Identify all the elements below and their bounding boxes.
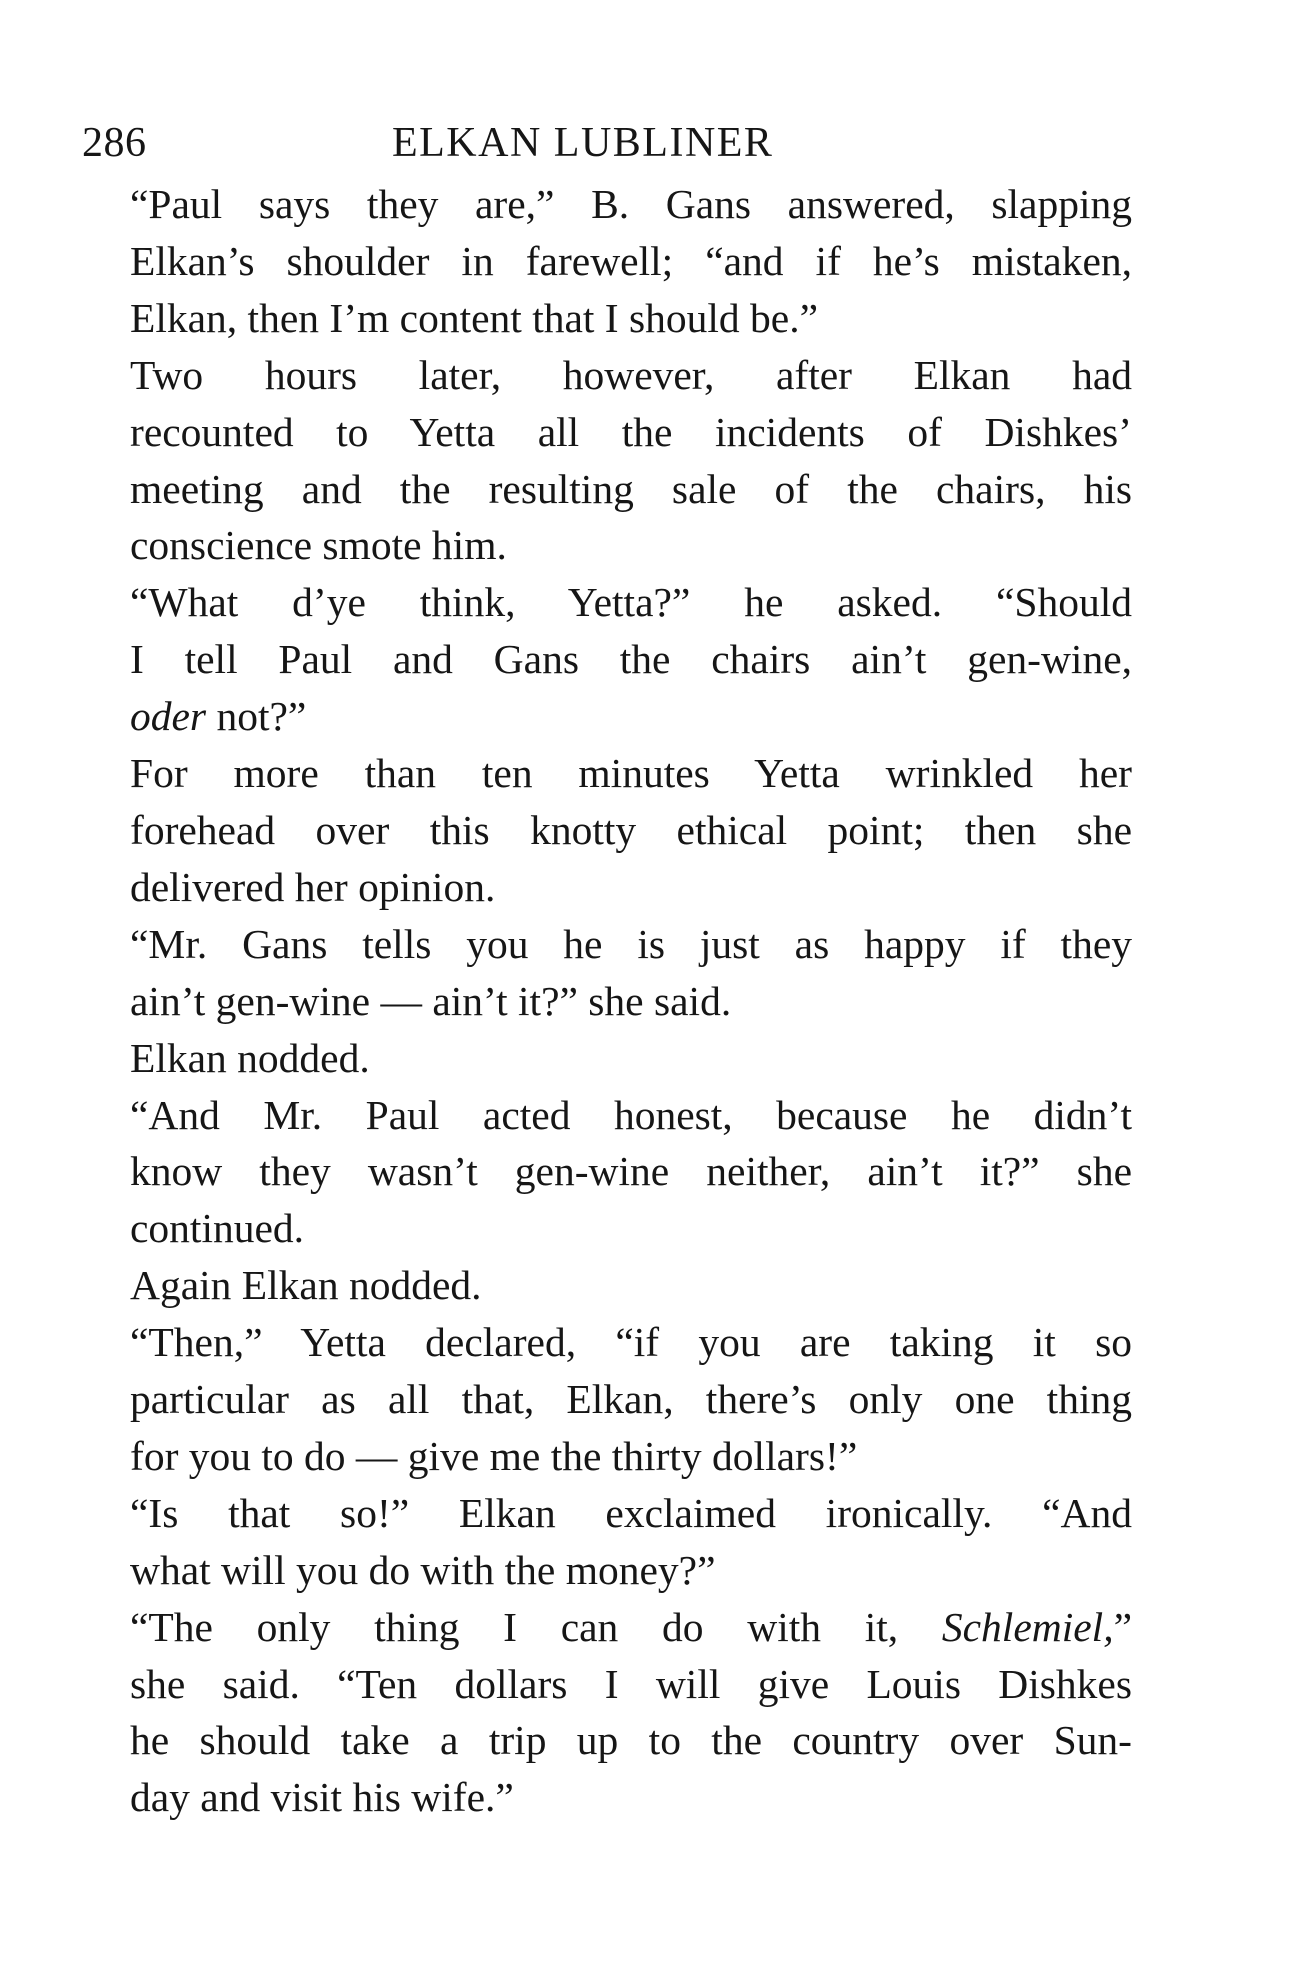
italic-word: oder [130, 693, 207, 740]
text-line: Elkan, then I’m content that I should be.” [130, 294, 819, 341]
text-fragment: not?” [206, 693, 307, 740]
paragraph [82, 347, 1132, 575]
paragraph [82, 574, 1132, 745]
paragraph [82, 745, 1132, 916]
paragraph [82, 1087, 1132, 1258]
text-line [82, 1599, 1132, 1656]
text-line: know they wasn’t gen-wine neither, ain’t it?” she [130, 1148, 1132, 1195]
text-line [82, 688, 1132, 745]
text-line: for you to do — give me the thirty dollars!” [130, 1432, 858, 1479]
text-line: meeting and the resulting sale of the chairs, his [130, 465, 1132, 512]
page-number: 286 [82, 120, 147, 166]
text-line: Two hours later, however, after Elkan had [130, 351, 1132, 398]
italic-word: Schlemiel, [941, 1603, 1114, 1650]
text-fragment: ” [1113, 1603, 1132, 1650]
text-line: “Then,” Yetta declared, “if you are taking it so [130, 1319, 1132, 1366]
body-text [82, 176, 1132, 1826]
text-line: I tell Paul and Gans the chairs ain’t gen-wine, [130, 636, 1132, 683]
text-line: For more than ten minutes Yetta wrinkled her [130, 750, 1132, 797]
text-line: Elkan’s shoulder in farewell; “and if he’s mistaken, [130, 237, 1132, 284]
text-line: Again Elkan nodded. [130, 1262, 482, 1309]
paragraph [82, 1030, 1132, 1087]
text-line: recounted to Yetta all the incidents of Dishkes’ [130, 408, 1132, 455]
text-line: particular as all that, Elkan, there’s only one thing [130, 1376, 1132, 1423]
paragraph [82, 1485, 1132, 1599]
paragraph [82, 176, 1132, 347]
text-line: day and visit his wife.” [130, 1774, 514, 1821]
running-head [82, 110, 1132, 176]
text-fragment: “The only thing I can do with it, [130, 1603, 942, 1650]
text-line: what will you do with the money?” [130, 1546, 716, 1593]
paragraph [82, 1599, 1132, 1827]
paragraph [82, 916, 1132, 1030]
text-line: ain’t gen-wine — ain’t it?” she said. [130, 977, 732, 1024]
text-line: “Is that so!” Elkan exclaimed ironically. “And [130, 1489, 1132, 1536]
book-page [82, 110, 1132, 1826]
text-line: forehead over this knotty ethical point; then she [130, 806, 1132, 853]
paragraph [82, 1257, 1132, 1314]
text-line: “What d’ye think, Yetta?” he asked. “Should [130, 579, 1132, 626]
text-line: conscience smote him. [130, 522, 507, 569]
text-line: “And Mr. Paul acted honest, because he didn’t [130, 1091, 1132, 1138]
text-line: delivered her opinion. [130, 863, 496, 910]
text-line: Elkan nodded. [130, 1034, 370, 1081]
paragraph [82, 1314, 1132, 1485]
book-title: ELKAN LUBLINER [392, 120, 774, 166]
text-line: continued. [130, 1205, 305, 1252]
text-line: “Paul says they are,” B. Gans answered, slapping [130, 181, 1132, 227]
text-line: “Mr. Gans tells you he is just as happy if they [130, 920, 1132, 967]
text-line: she said. “Ten dollars I will give Louis Dishkes [130, 1660, 1132, 1707]
text-line: he should take a trip up to the country over Sun- [130, 1717, 1132, 1764]
